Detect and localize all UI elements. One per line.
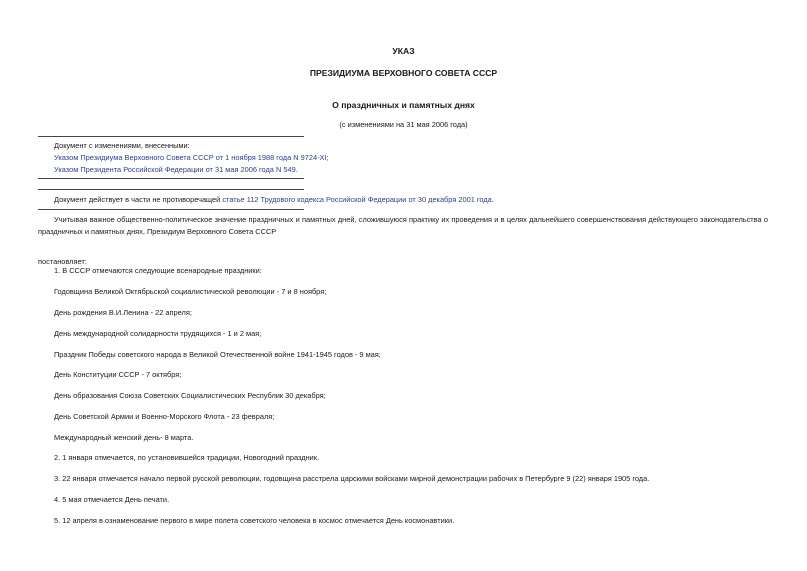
- list-item: Годовщина Великой Октябрьской социалистической революции - 7 и 8 ноября;: [54, 287, 327, 296]
- list-item: День Конституции СССР - 7 октября;: [54, 370, 182, 379]
- list-item: День рождения В.И.Ленина - 22 апреля;: [54, 308, 192, 317]
- decree-type-heading: УКАЗ: [392, 46, 415, 56]
- separator-rule: [38, 178, 304, 179]
- decree-word: постановляет:: [38, 257, 87, 266]
- list-item: 1. В СССР отмечаются следующие всенародные праздники:: [54, 266, 262, 275]
- validity-suffix: .: [491, 195, 494, 204]
- list-item: 3. 22 января отмечается начало первой русской революции, годовщина расстрела царскими войсками мирной демонстрации рабочих в Петербурге 9 (22) января 1905 года.: [54, 474, 650, 483]
- list-item: Международный женский день- 8 марта.: [54, 433, 194, 442]
- separator-rule: [38, 136, 304, 137]
- validity-prefix: Документ действует в части не противоречащей: [54, 195, 223, 204]
- list-item: 2. 1 января отмечается, по установившейся традиции, Новогодний праздник.: [54, 453, 320, 462]
- list-item: Праздник Победы советского народа в Великой Отечественной войне 1941-1945 годов - 9 мая;: [54, 350, 381, 359]
- list-item: День международной солидарности трудящихся - 1 и 2 мая;: [54, 329, 262, 338]
- list-item: 5. 12 апреля в ознаменование первого в мире полета советского человека в космос отмечается День космонавтики.: [54, 516, 455, 525]
- amendments-intro: Документ с изменениями, внесенными:: [54, 141, 190, 150]
- changes-note: (с изменениями на 31 мая 2006 года): [339, 120, 468, 129]
- list-item: День образования Союза Советских Социалистических Республик 30 декабря;: [54, 391, 326, 400]
- labor-code-link[interactable]: статье 112 Трудового кодекса Российской Федерации от 30 декабря 2001 года: [222, 195, 492, 204]
- separator-rule: [38, 209, 304, 210]
- list-item: 4. 5 мая отмечается День печати.: [54, 495, 170, 504]
- document-title: О праздничных и памятных днях: [332, 100, 475, 110]
- amendment-link-2006[interactable]: Указом Президента Российской Федерации от 31 мая 2006 года N 549.: [54, 165, 298, 174]
- preamble-paragraph: Учитывая важное общественно-политическое значение праздничных и памятных дней, сложившуюся практику их проведения и в целях дальнейшего совершенствования действующего законодательства о праздничных и памятных днях, Президиум Верховного Совета СССР: [38, 215, 768, 236]
- issuing-body-heading: ПРЕЗИДИУМА ВЕРХОВНОГО СОВЕТА СССР: [309, 68, 498, 78]
- amendment-link-1988[interactable]: Указом Президиума Верховного Совета СССР от 1 ноября 1988 года N 9724-XI;: [54, 153, 329, 162]
- list-item: День Советской Армии и Военно-Морского Флота - 23 февраля;: [54, 412, 275, 421]
- separator-rule: [38, 189, 304, 190]
- validity-note: [54, 195, 494, 204]
